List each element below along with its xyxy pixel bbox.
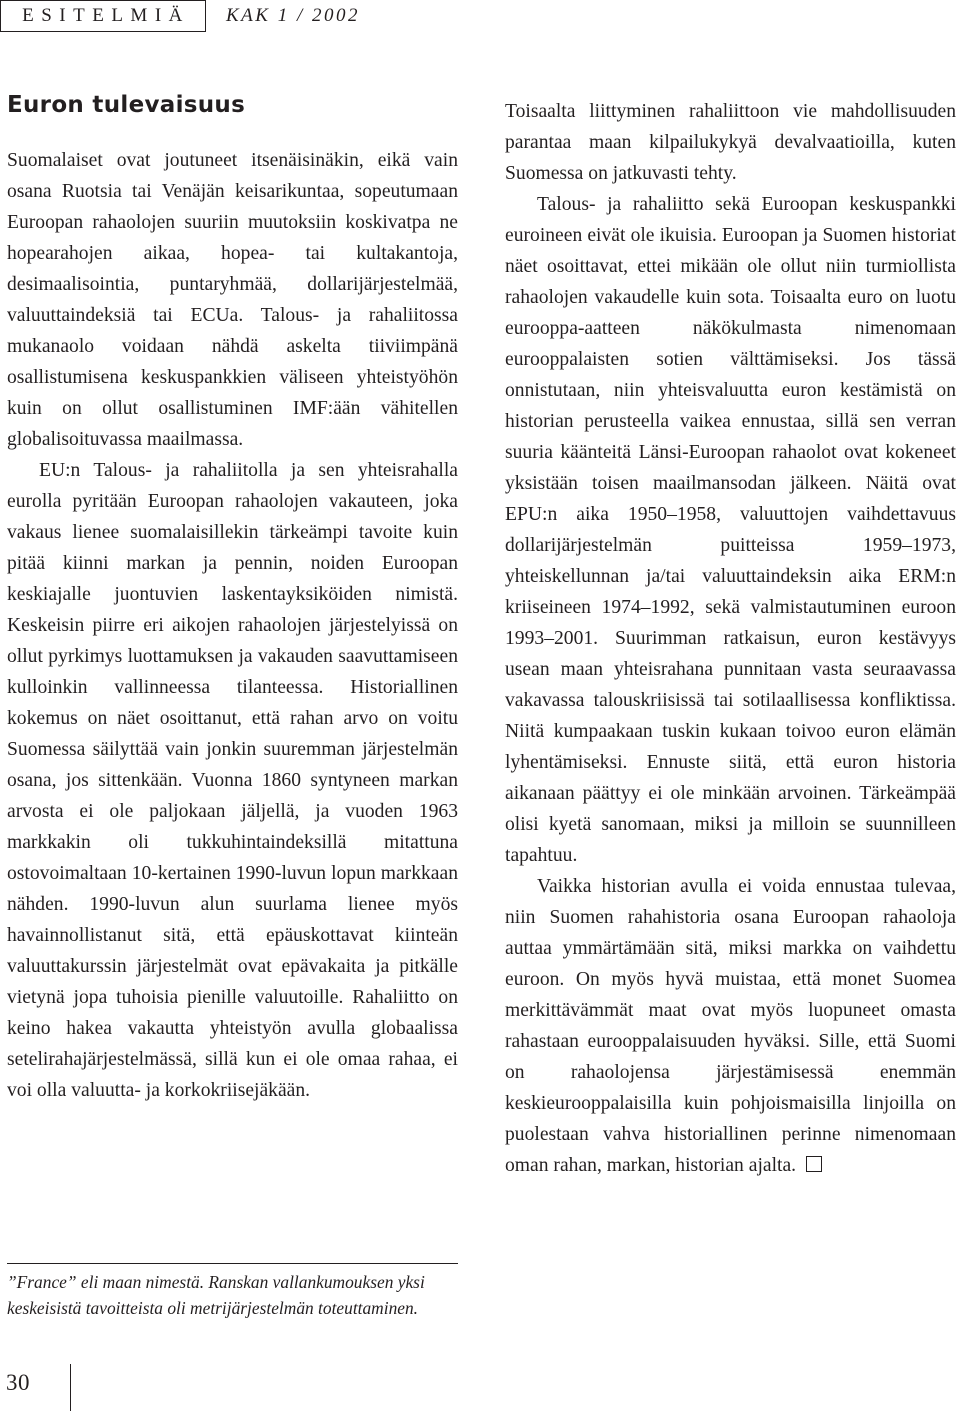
page-number: 30: [6, 1370, 30, 1395]
right-paragraph-2: Talous- ja rahaliitto sekä Euroopan keskuspankki euroineen eivät ole ikuisia. Euroopan ja Suomen historiat näet osoittavat, ettei mikään ole ollut niin turmiollista rahaolojen vakaudelle kuin sota. Toisaalta euro on luotu eurooppa-aatteen näkökulmasta nimenomaan eurooppalaisten sotien välttämiseksi. Jos tässä onnistutaan, niin yhteisvaluutta euron kestämistä on historian perusteella vaikea ennustaa, sillä sen verran suuria käänteitä Länsi-Euroopan rahaolot ovat kokeneet yksistään toisen maailmansodan jälkeen. Näitä ovat EPU:n aika 1950–1958, valuuttojen vaihdettavuus dollarijärjestelmän puitteissa 1959–1973, yhteiskellunnan ja/tai valuuttaindeksin aika ERM:n kriiseineen 1974–1992, sekä valmistautuminen euroon 1993–2001. Suurimman ratkaisun, euron kestävyys usean maan yhteisrahana punnitaan vasta seuraavassa vakavassa talouskriisissä tai sotilaallisessa konfliktissa. Niitä kumpaakaan tuskin kukaan toivoo euron elämän lyhentämiseksi. Ennuste siitä, että euron historia aikanaan päättyy ei ole minkään arvoinen. Tärkeämpää olisi kyetä sanomaan, miksi ja milloin se suunnilleen tapahtuu.: [505, 194, 956, 866]
article-title: Euron tulevaisuus: [7, 92, 246, 118]
section-header-box: [0, 0, 206, 32]
footnote: ”France” eli maan nimestä. Ranskan vallankumouksen yksi keskeisistä tavoitteista oli metrijärjestelmän toteuttaminen.: [7, 1272, 425, 1318]
right-paragraph-1: Toisaalta liittyminen rahaliittoon vie mahdollisuuden parantaa maan kilpailukykyä devalvaatioilla, kuten Suomessa on jatkuvasti tehty.: [505, 101, 956, 184]
left-paragraph-2: EU:n Talous- ja rahaliitolla ja sen yhteisrahalla eurolla pyritään Euroopan rahaolojen vakauteen, joka vakaus lienee suomalaisillekin tärkeämpi tavoite kuin pitää kiinni markan ja pennin, noiden Euroopan keskiajalle juontuvien laskentayksiköiden nimistä. Keskeisin piirre eri aikojen rahaolojen järjestelyissä on ollut pyrkimys luottamuksen ja vakauden saavuttamiseen kulloinkin vallinneessa tilanteessa. Historiallinen kokemus on näet osoittanut, että rahan arvo on voitu Suomessa säilyttää vain jonkin suuremman järjestelmän osana, jos sittenkään. Vuonna 1860 syntyneen markan arvosta ei ole paljokaan jäljellä, ja vuoden 1963 markkakin oli tukkuhintaindeksillä mitattuna ostovoimaltaan 10-kertainen 1990-luvun lopun markkaan nähden. 1990-luvun alun suurlama lienee myös havainnollistanut sitä, että epäuskottavat kiinteän valuuttakurssin järjestelmät ovat epävakaita ja pitkälle vietynä jopa tuhoisia pienille valuutoille. Rahaliitto on keino hakea vakautta yhteistyön avulla globaalissa setelirahajärjestelmässä, sillä kun ei ole omaa rahaa, ei voi olla valuutta- ja korkokriisejäkään.: [7, 460, 458, 1101]
footnote-divider: [7, 1263, 458, 1264]
right-column: [505, 96, 956, 1181]
end-of-article-square-icon: [806, 1156, 822, 1172]
section-label: ESITELMIÄ: [22, 5, 190, 26]
right-paragraph-3-text: Vaikka historian avulla ei voida ennustaa tulevaa, niin Suomen rahahistoria osana Euroopan rahaoloja auttaa ymmärtämään sitä, miksi markka on vaihdettu euroon. On myös hyvä muistaa, että monet Suomea merkittävämmät maat ovat myös luopuneet omasta rahastaan eurooppalaisuuden hyväksi. Sille, että Suomi on rahaolojensa järjestämisessä enemmän keskieurooppalaisilla kuin pohjoismaisilla linjoilla on puolestaan vahva historiallinen perinne nimenomaan oman rahan, markan, historian ajalta.: [505, 876, 956, 1176]
issue-label: KAK 1 / 2002: [226, 5, 360, 26]
left-column: [7, 145, 458, 1106]
left-paragraph-1: Suomalaiset ovat joutuneet itsenäisinäkin, eikä vain osana Ruotsia tai Venäjän keisarikuntaa, sopeutumaan Euroopan rahaolojen suuriin muutoksiin koskivatpa ne hopearahojen aikaa, hopea- tai kultakantoja, desimaalisointia, puntaryhmää, dollarijärjestelmää, valuuttaindeksiä tai ECUa. Talous- ja rahaliitossa mukanaolo voidaan nähdä askelta tiiviimpänä osallistumisena keskuspankkien väliseen yhteistyöhön kuin on ollut osallistuminen IMF:ään vähitellen globalisoituvassa maailmassa.: [7, 150, 458, 450]
page-number-divider: [70, 1364, 71, 1411]
right-paragraph-3: [505, 871, 956, 1181]
